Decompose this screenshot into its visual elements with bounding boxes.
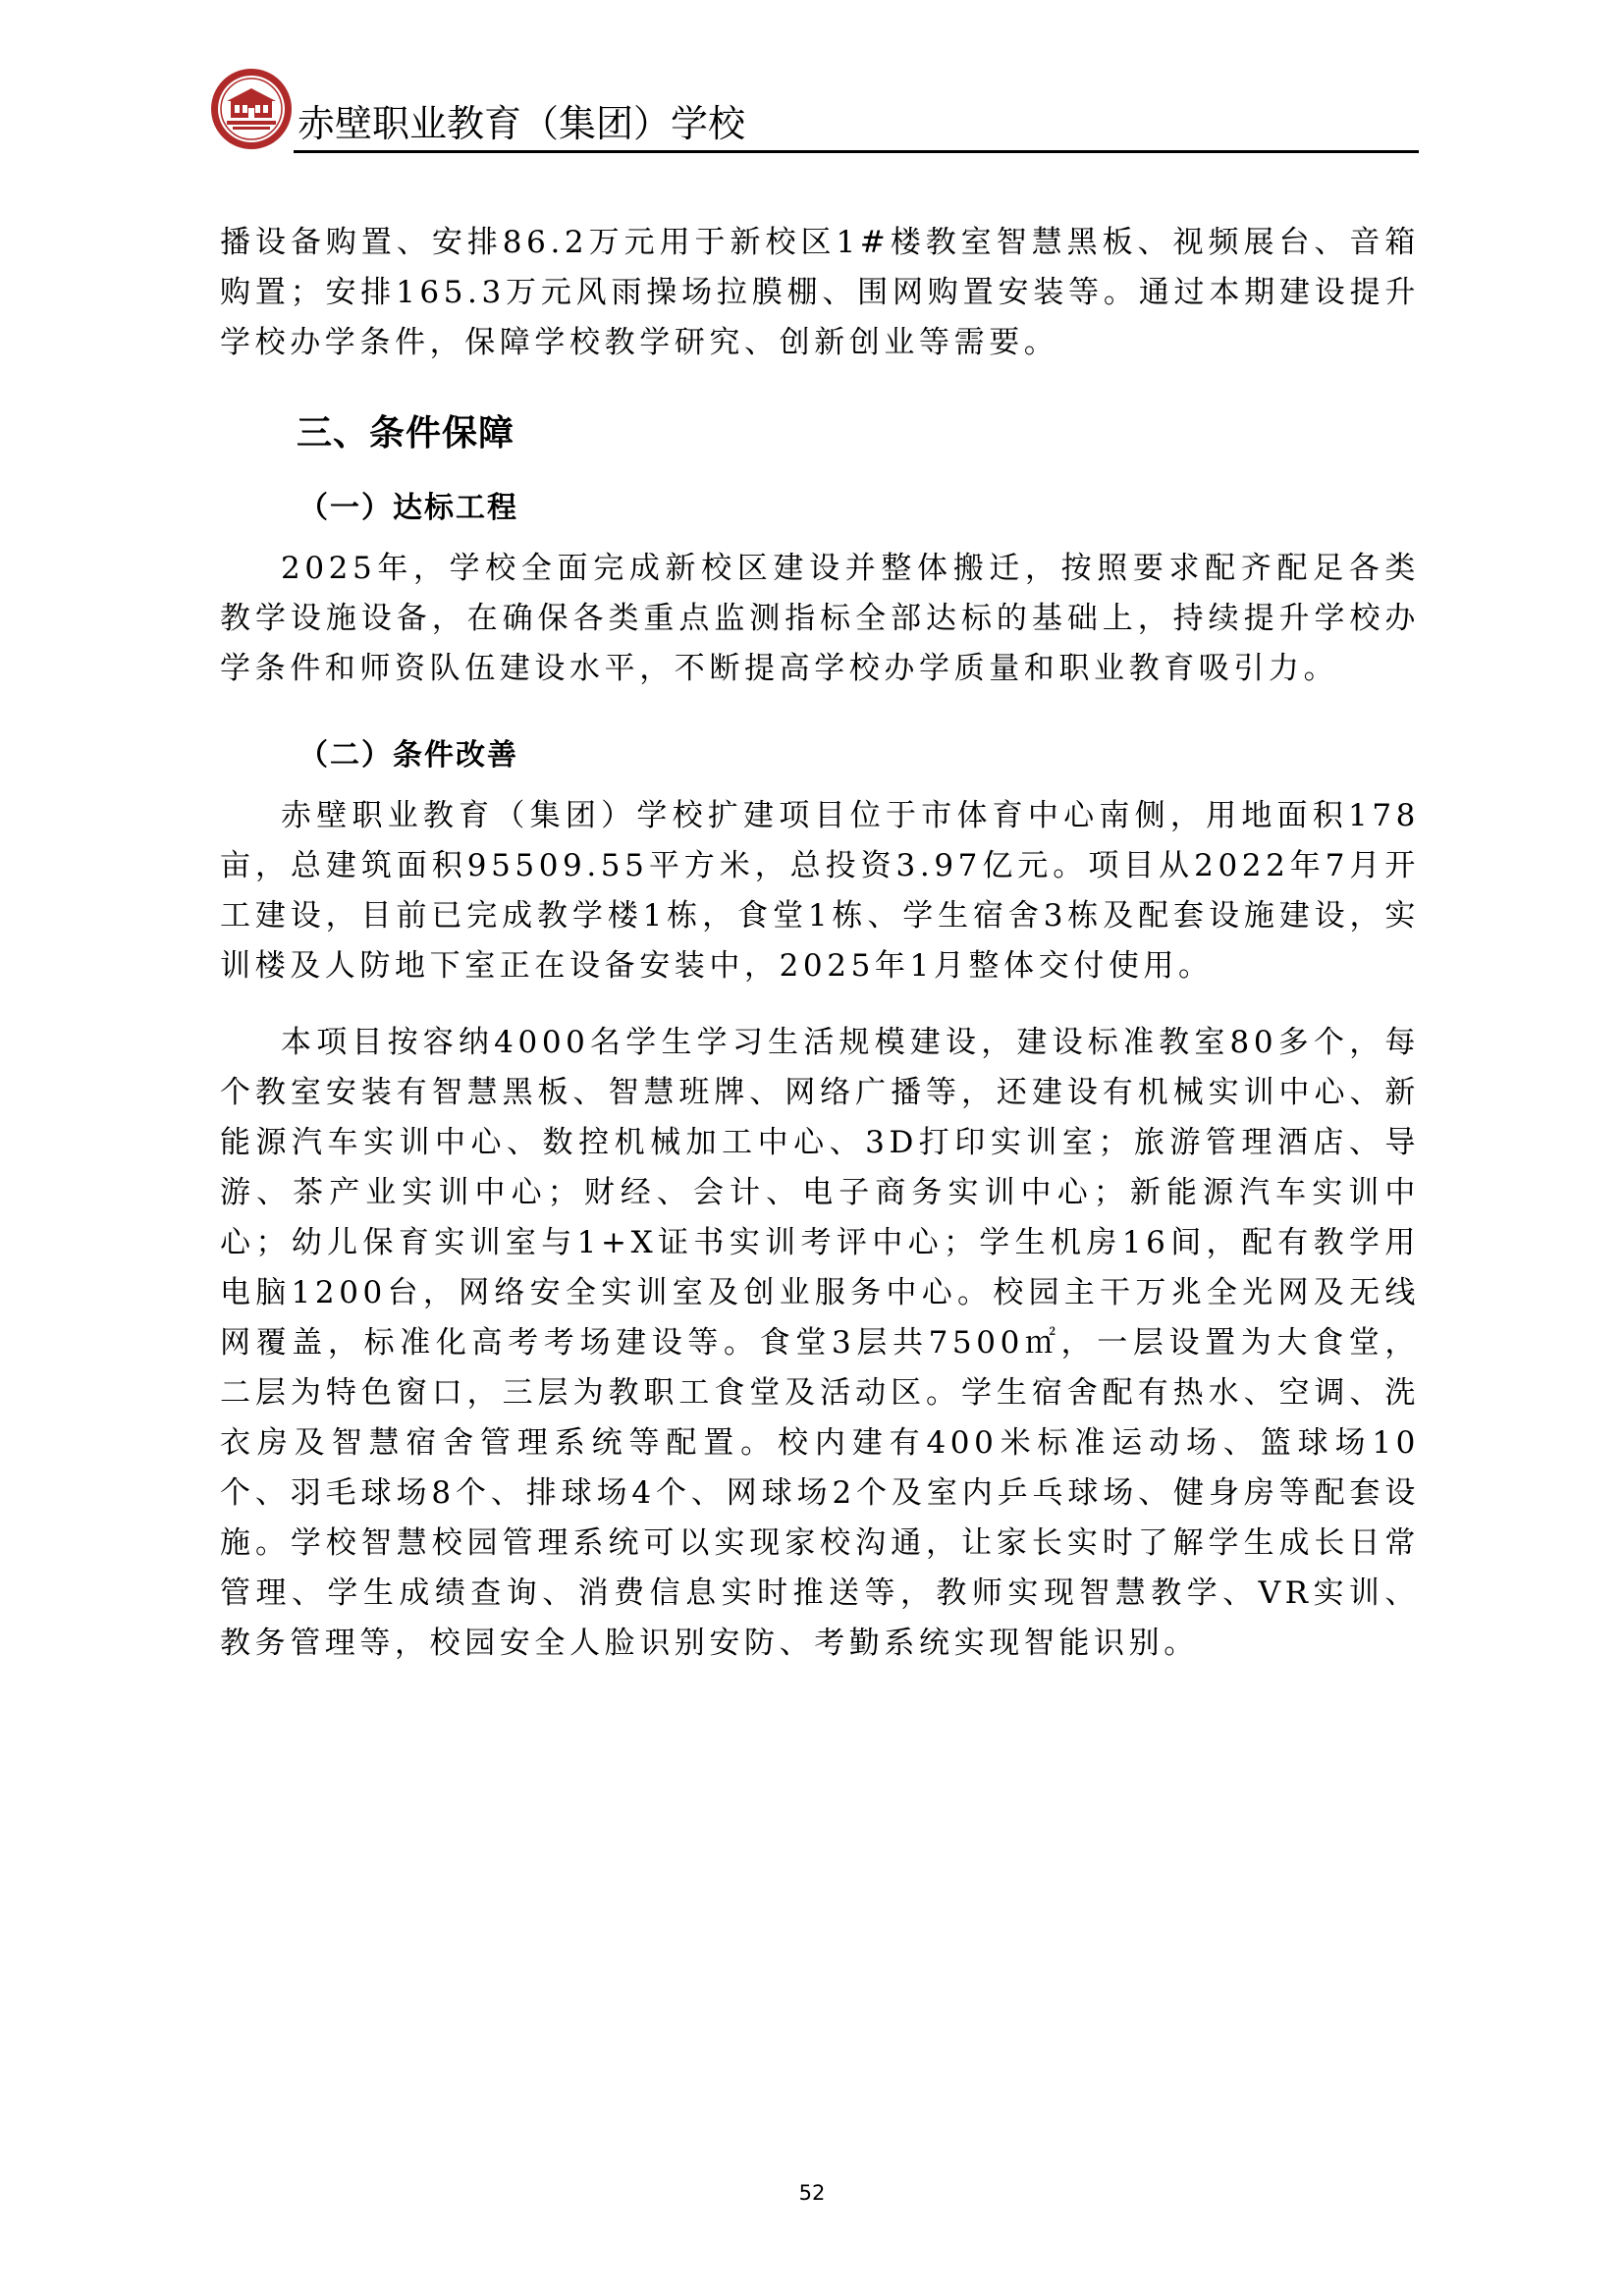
school-seal-icon	[209, 67, 294, 151]
subsection-title-standard-project: （一）达标工程	[298, 491, 518, 525]
paragraph-intro: 播设备购置、安排86.2万元用于新校区1#楼教室智慧黑板、视频展台、音箱购置；安排165.3万元风雨操场拉膜棚、围网购置安装等。通过本期建设提升学校办学条件，保障学校教学研究、创新创业等需要。	[220, 225, 1420, 360]
spacer	[220, 991, 1420, 1018]
spacer	[220, 694, 1420, 721]
paragraph-expansion-project: 赤壁职业教育（集团）学校扩建项目位于市体育中心南侧，用地面积178亩，总建筑面积95509.55平方米，总投资3.97亿元。项目从2022年7月开工建设，目前已完成教学楼1栋，食堂1栋、学生宿舍3栋及配套设施建设，实训楼及人防地下室正在设备安装中，2025年1月整体交付使用。	[220, 798, 1420, 984]
paragraph-standard-project: 2025年，学校全面完成新校区建设并整体搬迁，按照要求配齐配足各类教学设施设备，在确保各类重点监测指标全部达标的基础上，持续提升学校办学条件和师资队伍建设水平，不断提高学校办学质量和职业教育吸引力。	[220, 551, 1420, 686]
school-name: 赤壁职业教育（集团）学校	[298, 102, 746, 145]
document-body	[220, 218, 1420, 1669]
header-divider	[294, 150, 1419, 153]
subsection-title-condition-improvement: （二）条件改善	[298, 738, 518, 773]
paragraph-facilities: 本项目按容纳4000名学生学习生活规模建设，建设标准教室80多个，每个教室安装有智慧黑板、智慧班牌、网络广播等，还建设有机械实训中心、新能源汽车实训中心、数控机械加工中心、3D打印实训室；旅游管理酒店、导游、茶产业实训中心；财经、会计、电子商务实训中心；新能源汽车实训中心；幼儿保育实训室与1+X证书实训考评中心；学生机房16间，配有教学用电脑1200台，网络安全实训室及创业服务中心。校园主干万兆全光网及无线网覆盖，标准化高考考场建设等。食堂3层共7500㎡，一层设置为大食堂，二层为特色窗口，三层为教职工食堂及活动区。学生宿舍配有热水、空调、洗衣房及智慧宿舍管理系统等配置。校内建有400米标准运动场、篮球场10个、羽毛球场8个、排球场4个、网球场2个及室内乒乓球场、健身房等配套设施。学校智慧校园管理系统可以实现家校沟通，让家长实时了解学生成长日常管理、学生成绩查询、消费信息实时推送等，教师实现智慧教学、VR实训、教务管理等，校园安全人脸识别安防、考勤系统实现智能识别。	[220, 1025, 1420, 1661]
spacer	[220, 368, 1420, 395]
section-title: 三、条件保障	[297, 413, 515, 454]
page-header	[209, 61, 1419, 155]
page-number: 52	[798, 2181, 826, 2205]
